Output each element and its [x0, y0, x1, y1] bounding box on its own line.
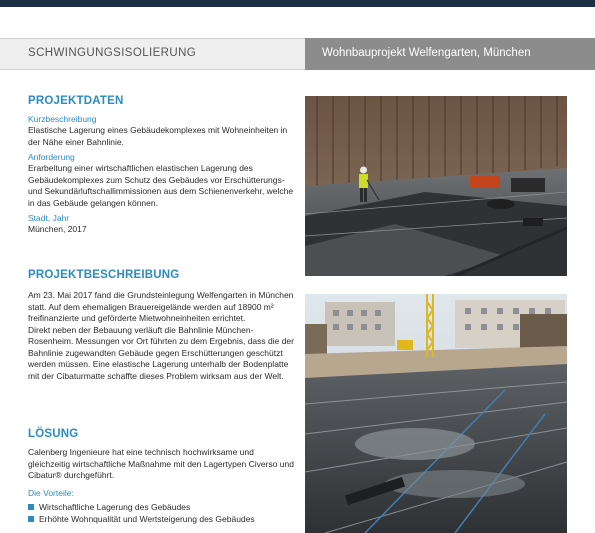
- bullet-square-icon: [28, 504, 34, 510]
- projektdaten-section: [28, 94, 298, 236]
- projektbeschreibung-heading: PROJEKTBESCHREIBUNG: [28, 269, 180, 281]
- list-item: Wirtschaftliche Lagerung des Gebäudes: [28, 501, 298, 513]
- project-title-header: [305, 38, 595, 70]
- kurzbeschreibung-label: Kurzbeschreibung: [28, 114, 97, 124]
- category-header: [0, 38, 305, 70]
- construction-photo-2: [305, 294, 567, 533]
- vorteile-label: Die Vorteile:: [28, 487, 74, 498]
- projektdaten-heading: PROJEKTDATEN: [28, 95, 124, 107]
- category-label: SCHWINGUNGSISOLIERUNG: [28, 47, 197, 59]
- stadt-jahr-label: Stadt, Jahr: [28, 213, 70, 223]
- stadt-jahr-text: München, 2017: [28, 224, 87, 234]
- vorteile-list: [28, 501, 298, 525]
- projektbeschreibung-para2: Direkt neben der Bebauung verläuft die Bahnlinie München-Rosenheim. Messungen vor Ort führten zu dem Ergebnis, dass die der Bahnlinie zugewandten Gebäude gegen Erschütterungen geschützt werden müssen. Eine elastische Lagerung unterhalb der Bodenplatte mit der Cibaturmatte schaffte dieses Problem wirksam aus der Welt.: [28, 324, 294, 381]
- projektbeschreibung-para1: Am 23. Mai 2017 fand die Grundsteinlegung Welfengarten in München statt. Auf dem ehemaligen Brauereigelände werden auf 18900 m² freifinanzierte und geförderte Mietwohneinheiten errichtet.: [28, 290, 294, 323]
- projektbeschreibung-section: [28, 268, 298, 382]
- anforderung-label: Anforderung: [28, 152, 75, 162]
- top-bar: [0, 0, 595, 7]
- loesung-heading: LÖSUNG: [28, 428, 79, 440]
- project-title: Wohnbauprojekt Welfengarten, München: [322, 47, 531, 59]
- list-item: Erhöhte Wohnqualität und Wertsteigerung des Gebäudes: [28, 513, 298, 525]
- construction-photo-1: [305, 96, 567, 276]
- loesung-section: [28, 427, 298, 525]
- bullet-square-icon: [28, 516, 34, 522]
- loesung-text: Calenberg Ingenieure hat eine technisch hochwirksame und gleichzeitig wirtschaftliche Maßnahme mit den Lagertypen Civerso und Cibatur® durchgeführt.: [28, 447, 294, 480]
- anforderung-text: Erarbeitung einer wirtschaftlichen elastischen Lagerung des Gebäudekomplexes zum Schutz des Gebäudes vor Erschütterungs- und Sekundärluftschallimmissionen aus dem Schienenverkehr, welche in das Gebäude gelangen können.: [28, 163, 294, 208]
- kurzbeschreibung-text: Elastische Lagerung eines Gebäudekomplexes mit Wohneinheiten in der Nähe einer Bahnlinie.: [28, 125, 288, 147]
